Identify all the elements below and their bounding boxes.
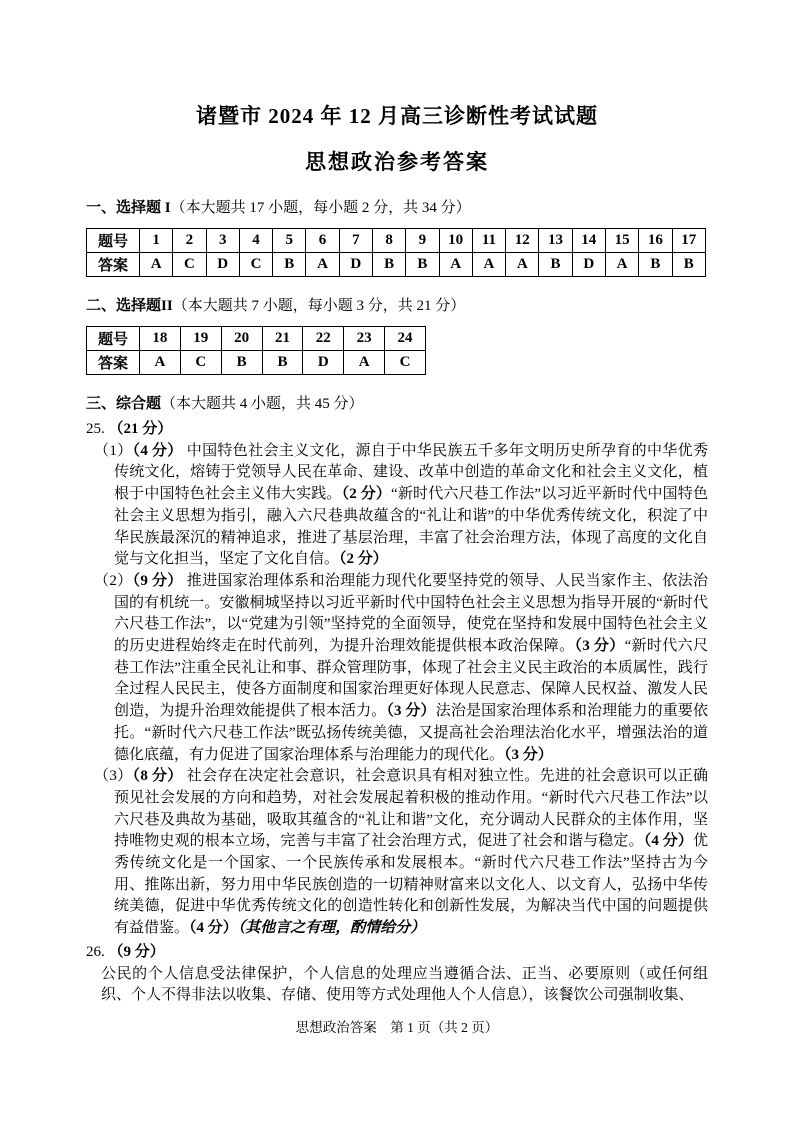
- section2-heading-title: 二、选择题II: [86, 298, 173, 314]
- section2-heading: [86, 294, 708, 315]
- table-cell: 24: [385, 327, 426, 351]
- row-header-number: 题号: [87, 229, 140, 253]
- table-cell: 6: [306, 229, 339, 253]
- part-label: （2）: [94, 572, 133, 589]
- table-row: [87, 229, 706, 253]
- part-score: （8 分）: [132, 768, 183, 785]
- row-header-answer: 答案: [87, 351, 140, 375]
- part-score: （4 分）: [132, 442, 183, 459]
- question-score: （21 分）: [108, 421, 173, 437]
- q26-answer-text: [86, 964, 708, 1007]
- table-cell: 4: [239, 229, 272, 253]
- table-cell: A: [605, 253, 638, 277]
- table-cell: C: [239, 253, 272, 277]
- table-cell: 22: [303, 327, 344, 351]
- table-cell: 8: [372, 229, 405, 253]
- table-cell: A: [140, 351, 181, 375]
- table-cell: B: [372, 253, 405, 277]
- table-cell: 3: [206, 229, 239, 253]
- answer-key-subtitle: 思想政治参考答案: [305, 150, 489, 174]
- part-score: （9 分）: [132, 572, 183, 589]
- table-cell: A: [472, 253, 505, 277]
- section1-heading: [86, 196, 708, 217]
- section3-heading-title: 三、综合题: [86, 396, 162, 412]
- part-label: （3）: [94, 768, 133, 785]
- table-row: [87, 351, 426, 375]
- choice2-answer-table: [86, 326, 426, 375]
- text-segment: （4 分）: [643, 833, 693, 850]
- part-label: （1）: [94, 442, 133, 459]
- part-answer-text: [114, 573, 708, 763]
- table-cell: 7: [339, 229, 372, 253]
- table-cell: A: [306, 253, 339, 277]
- part-answer-text: [114, 768, 708, 936]
- part-answer-text: [114, 443, 708, 568]
- table-cell: 23: [344, 327, 385, 351]
- table-cell: A: [506, 253, 539, 277]
- table-cell: D: [339, 253, 372, 277]
- table-cell: D: [572, 253, 605, 277]
- exam-title: 诸暨市 2024 年 12 月高三诊断性考试试题: [196, 104, 598, 128]
- page-footer: 思想政治答案 第 1 页（共 2 页）: [295, 1019, 499, 1035]
- question-number: 26.: [86, 943, 105, 960]
- table-cell: 9: [406, 229, 439, 253]
- text-segment: “新时代六尺巷工作法”注重全民礼让和事、群众管理防事，体现了社会主义民主政治的本质属性，践行全过程人民民主，使各方面制度和国家治理更好体现人民意志、保障人民权益、激发人民创造，为提升治理效能提供了根本活力。: [114, 638, 708, 720]
- table-cell: 18: [140, 327, 181, 351]
- row-header-number: 题号: [87, 327, 140, 351]
- table-cell: C: [180, 351, 221, 375]
- table-cell: B: [221, 351, 262, 375]
- table-cell: B: [406, 253, 439, 277]
- table-cell: 16: [639, 229, 672, 253]
- table-cell: 14: [572, 229, 605, 253]
- text-segment: 社会存在决定社会意识，社会意识具有相对独立性。先进的社会意识可以正确预见社会发展的方向和趋势，对社会发展起着积极的推动作用。“新时代六尺巷工作法”以六尺巷及典故为基础，吸取其蕴含的“礼让和谐”文化，充分调动人民群众的主体作用，坚持唯物史观的根本立场，完善与丰富了社会治理方式，促进了社会和谐与稳定。: [114, 768, 708, 850]
- table-cell: 15: [605, 229, 638, 253]
- table-cell: 11: [472, 229, 505, 253]
- table-cell: B: [672, 253, 706, 277]
- table-cell: 5: [273, 229, 306, 253]
- table-cell: 10: [439, 229, 472, 253]
- text-segment: （3 分）: [386, 703, 436, 720]
- section1-heading-title: 一、选择题 I: [86, 200, 171, 216]
- choice1-answer-table: [86, 228, 706, 277]
- question-number: 25.: [86, 421, 105, 437]
- text-segment: 中国特色社会主义文化，源自于中华民族五千多年文明历史所孕育的中华优秀传统文化，熔铸于党领导人民在革命、建设、改革中创造的革命文化和社会主义文化，植根于中国特色社会主义伟大实践。: [114, 442, 708, 503]
- table-cell: B: [539, 253, 572, 277]
- text-segment: （其他言之有理，酌情给分）: [237, 920, 426, 937]
- table-cell: 17: [672, 229, 706, 253]
- row-header-answer: 答案: [87, 253, 140, 277]
- text-segment: 优秀传统文化是一个国家、一个民族传承和发展根本。“新时代六尺巷工作法”坚持古为今用、推陈出新，努力用中华民族创造的一切精神财富来以文化人、以文育人，弘扬中华传统美德，促进中华优秀传统文化的创造性转化和创新性发展，为解决当代中国的问题提供有益借鉴。: [114, 833, 708, 937]
- table-cell: B: [262, 351, 303, 375]
- table-cell: C: [173, 253, 206, 277]
- table-cell: D: [303, 351, 344, 375]
- table-cell: 12: [506, 229, 539, 253]
- text-segment: 公民的个人信息受法律保护，个人信息的处理应当遵循合法、正当、必要原则（或任何组织、个人不得非法以收集、存储、使用等方式处理他人个人信息），该餐饮公司强制收集、: [101, 965, 708, 1004]
- text-segment: （2 分）: [341, 486, 392, 503]
- table-cell: B: [639, 253, 672, 277]
- q25-part-3: [86, 766, 708, 940]
- text-segment: （3 分）: [504, 746, 553, 763]
- section3-heading: [86, 392, 708, 413]
- table-cell: 20: [221, 327, 262, 351]
- table-row: [87, 253, 706, 277]
- table-cell: A: [344, 351, 385, 375]
- comprehensive-answers: [86, 419, 708, 1007]
- text-segment: 法治是国家治理体系和治理能力的重要依托。“新时代六尺巷工作法”既弘扬传统美德，又提高社会治理法治化水平，增强法治的道德化底蕴，有力促进了国家治理体系与治理能力的现代化。: [114, 703, 708, 763]
- section3-heading-note: （本大题共 4 小题，共 45 分）: [161, 396, 364, 412]
- table-cell: D: [206, 253, 239, 277]
- question-26-heading: [86, 942, 708, 964]
- section2-heading-note: （本大题共 7 小题，每小题 3 分，共 21 分）: [172, 298, 466, 314]
- text-segment: （2 分）: [339, 551, 388, 568]
- table-cell: A: [140, 253, 173, 277]
- question-25-heading: [86, 419, 708, 441]
- section1-heading-note: （本大题共 17 小题，每小题 2 分，共 34 分）: [170, 200, 471, 216]
- q25-part-1: [86, 441, 708, 571]
- text-segment: 推进国家治理体系和治理能力现代化要坚持党的领导、人民当家作主、依法治国的有机统一。安徽桐城坚持以习近平新时代中国特色社会主义思想为指导开展的“新时代六尺巷工作法”，以“党建为引领”坚持党的全面领导，使党在坚持和发展中国特色社会主义的历史进程始终走在时代前列，为提升治理效能提供根本政治保障。: [114, 572, 708, 655]
- table-cell: B: [273, 253, 306, 277]
- table-cell: 19: [180, 327, 221, 351]
- text-segment: （4 分）: [189, 920, 238, 937]
- table-cell: 21: [262, 327, 303, 351]
- q25-part-2: [86, 571, 708, 766]
- question-score: （9 分）: [108, 943, 165, 960]
- table-cell: C: [385, 351, 426, 375]
- text-segment: “新时代六尺巷工作法”以习近平新时代中国特色社会主义思想为指引，融入六尺巷典故蕴含的“礼让和谐”的中华优秀传统文化，积淀了中华民族最深沉的精神追求，推进了基层治理，丰富了社会治理方法，体现了高度的文化自觉与文化担当，坚定了文化自信。: [114, 486, 708, 568]
- table-cell: 1: [140, 229, 173, 253]
- table-cell: A: [439, 253, 472, 277]
- table-row: [87, 327, 426, 351]
- text-segment: （3 分）: [574, 638, 625, 655]
- table-cell: 2: [173, 229, 206, 253]
- table-cell: 13: [539, 229, 572, 253]
